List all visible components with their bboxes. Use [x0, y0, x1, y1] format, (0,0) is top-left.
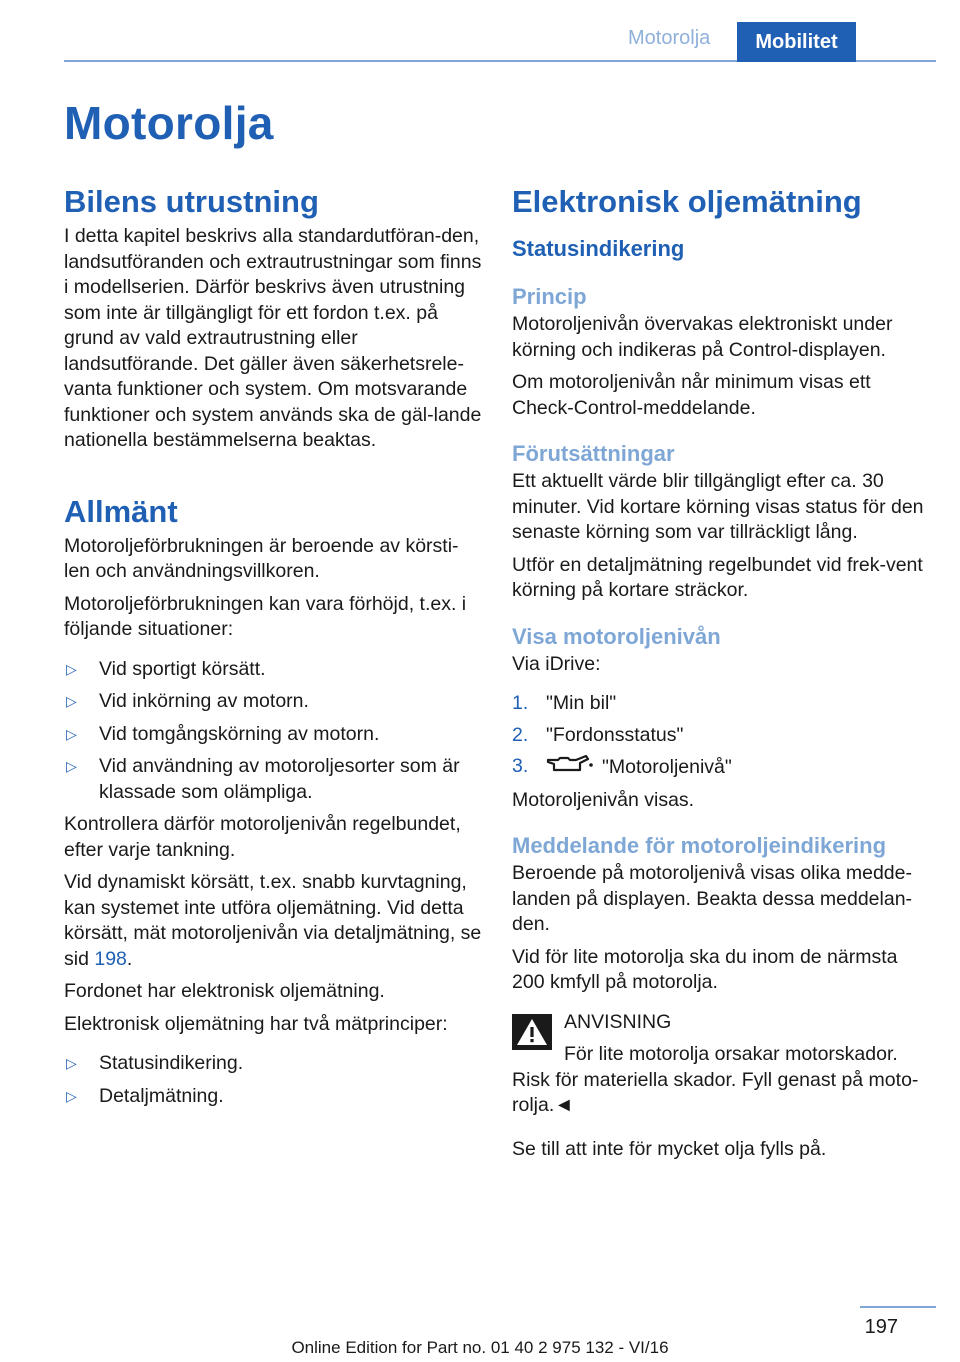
- messages-p3: Se till att inte för mycket olja fylls på.: [512, 1137, 827, 1160]
- messages-p1: Beroende på motoroljenivå visas olika medde-landen på displayen. Beakta dessa meddelan-den.: [512, 862, 913, 935]
- oil-can-icon: [546, 754, 594, 782]
- page-title: Motorolja: [64, 97, 274, 149]
- general-p1: Motoroljeförbrukningen är beroende av körsti-len och användningsvillkoren.: [64, 534, 459, 582]
- list-item: ▷ Statusindikering.: [64, 1051, 482, 1077]
- list-item: ▷ Detaljmätning.: [64, 1084, 482, 1110]
- general-p5: Fordonet har elektronisk oljemätning.: [64, 980, 385, 1002]
- triangle-bullet-icon: ▷: [66, 660, 77, 677]
- chapter-tab-label: Mobilitet: [755, 31, 838, 53]
- warning-title: ANVISNING: [564, 1010, 672, 1033]
- messages-heading: Meddelande för motoroljeindikering: [512, 833, 887, 858]
- prerequisites-p2: Utför en detaljmätning regelbundet vid frek-vent körning på kortare sträckor.: [512, 553, 923, 601]
- right-column: [512, 182, 932, 1162]
- situations-list: [64, 657, 482, 806]
- principle-p1: Motoroljenivån övervakas elektroniskt under körning och indikeras på Control-displayen.: [512, 313, 893, 361]
- step-item[interactable]: 3. "Motoroljenivå": [512, 754, 932, 782]
- equipment-text: I detta kapitel beskrivs alla standardutföran-den, landsutföranden och extrautrustningar som finns i modellserien. Därför beskrivs även utrustning som inte är tillgängligt för ett fordon t.ex. på grund av vald extrautrustning eller landsutförande. Det gäller även säkerhetsrele-vanta funktioner och system. Om motsvarande funktioner och system används ska de gäl-lande nationella bestämmelserna beaktas.: [64, 225, 482, 451]
- equipment-heading: Bilens utrustning: [64, 184, 319, 219]
- triangle-bullet-icon: ▷: [66, 725, 77, 742]
- via-idrive: Via iDrive:: [512, 652, 601, 675]
- chapter-tab[interactable]: [737, 22, 856, 62]
- electronic-oil-heading: Elektronisk oljemätning: [512, 184, 862, 219]
- step-item[interactable]: 2. "Fordonsstatus": [512, 723, 684, 746]
- triangle-bullet-icon: ▷: [66, 693, 77, 709]
- triangle-bullet-icon: ▷: [66, 758, 77, 774]
- footer-rule: [860, 1306, 936, 1308]
- level-shown: Motoroljenivån visas.: [512, 788, 695, 811]
- section-tab[interactable]: Motorolja: [628, 27, 711, 49]
- triangle-bullet-icon: ▷: [66, 1087, 77, 1104]
- warning-text: Risk för materiella skador. Fyll genast på moto-rolja.◄: [512, 1068, 919, 1116]
- general-p2: Motoroljeförbrukningen kan vara förhöjd, t.ex. i följande situationer:: [64, 592, 467, 640]
- list-item: ▷ Vid tomgångskörning av motorn.: [64, 722, 482, 748]
- show-level-heading: Visa motoroljenivån: [512, 623, 721, 649]
- prerequisites-p1: Ett aktuellt värde blir tillgängligt efter ca. 30 minuter. Vid kortare körning visas status för den senaste körning som var tillräckligt lång.: [512, 470, 924, 543]
- warning-first-line: För lite motorolja orsakar motorskador.: [564, 1043, 898, 1065]
- general-heading: Allmänt: [64, 493, 178, 529]
- status-heading: Statusindikering: [512, 236, 685, 261]
- warning-icon: [512, 1014, 552, 1050]
- page-number: 197: [864, 1316, 898, 1338]
- edition-footer: Online Edition for Part no. 01 40 2 975 132 - VI/16: [291, 1338, 669, 1357]
- list-item: ▷ Vid användning av motoroljesorter som är klassade som olämpliga.: [66, 755, 460, 803]
- list-item: ▷ Vid inkörning av motorn.: [64, 689, 482, 715]
- left-column: [64, 182, 482, 1116]
- triangle-bullet-icon: ▷: [66, 1055, 77, 1071]
- page-reference-link[interactable]: 198: [94, 947, 127, 970]
- principle-p2: Om motoroljenivån når minimum visas ett Check-Control-meddelande.: [512, 371, 871, 419]
- general-p6: Elektronisk oljemätning har två mätprinciper:: [64, 1012, 448, 1035]
- list-item: ▷ Vid sportigt körsätt.: [64, 657, 482, 683]
- step-item[interactable]: 1. "Min bil": [512, 692, 617, 714]
- warning-block: [512, 1010, 932, 1119]
- general-p3: Kontrollera därför motoroljenivån regelbundet, efter varje tankning.: [64, 813, 461, 861]
- principle-heading: Princip: [512, 284, 587, 309]
- general-p4: Vid dynamiskt körsätt, t.ex. snabb kurvtagning, kan systemet inte utföra oljemätning. Vid detta körsätt, mät motoroljenivån via detaljmätning, se sid 198.: [64, 871, 482, 970]
- prerequisites-heading: Förutsättningar: [512, 441, 675, 466]
- messages-p2: Vid för lite motorolja ska du inom de närmsta 200 kmfyll på motorolja.: [512, 945, 898, 993]
- idrive-steps: [512, 691, 932, 782]
- principles-list: [64, 1051, 482, 1109]
